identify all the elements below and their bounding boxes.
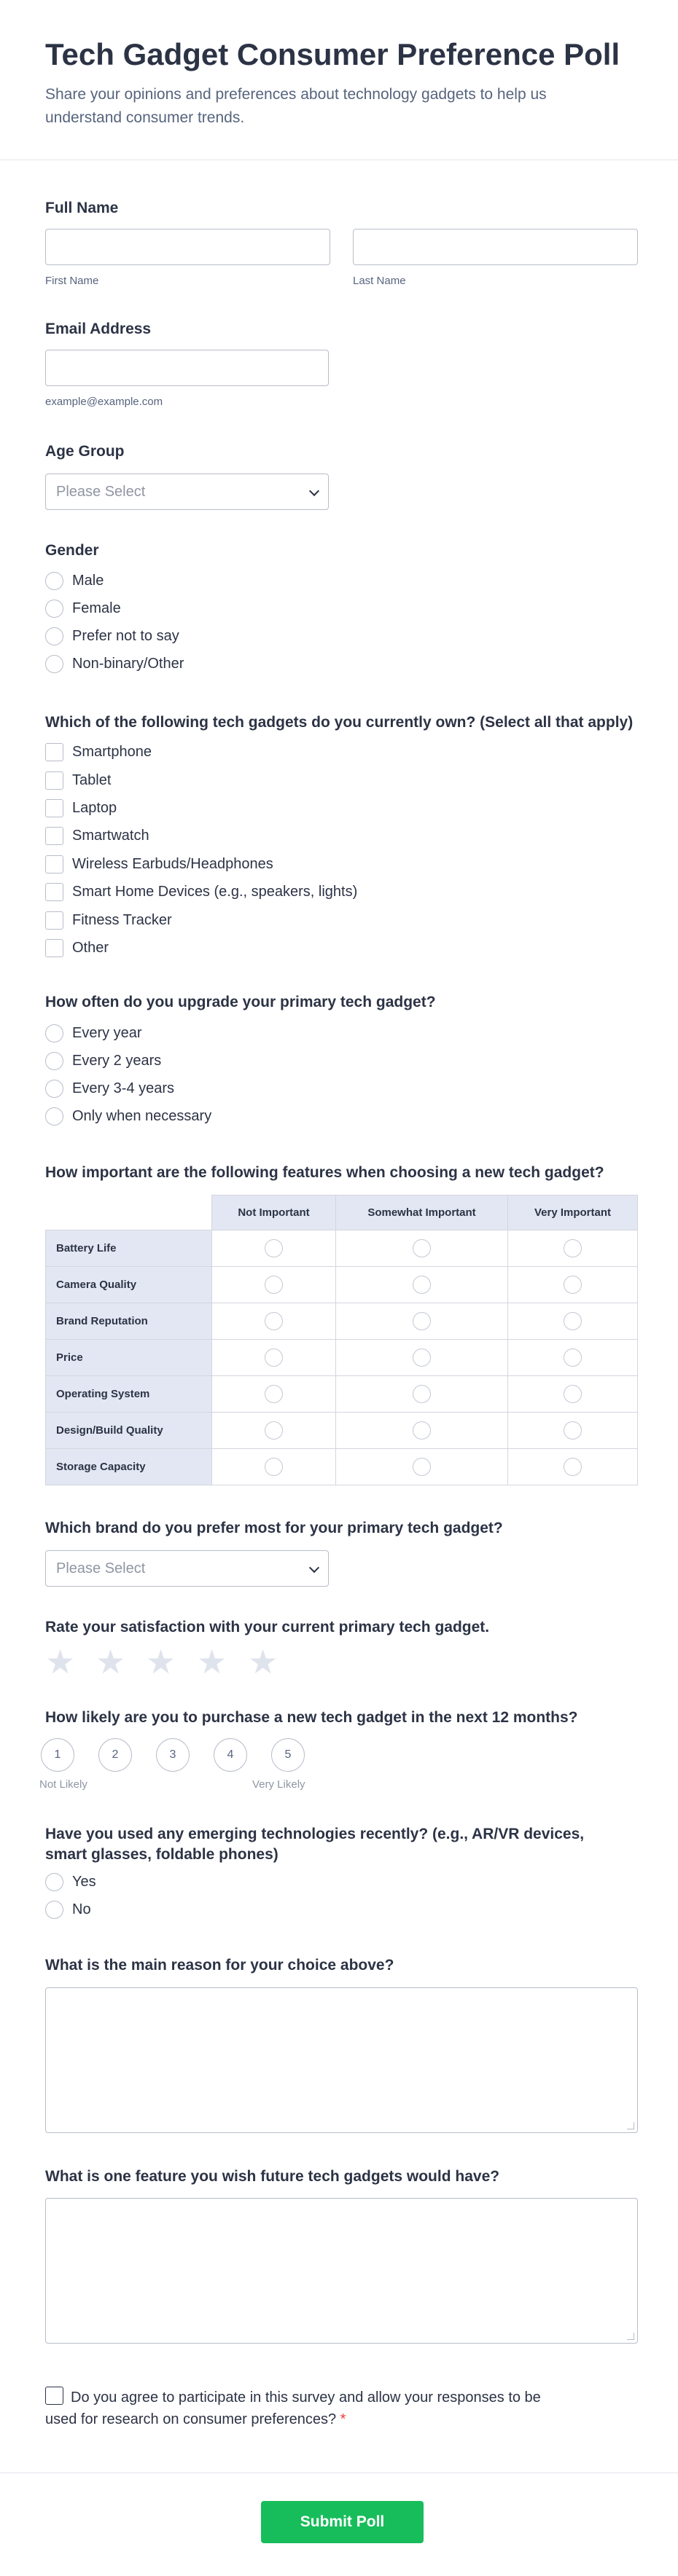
gadgets-owned-field xyxy=(45,712,638,960)
matrix-column-header: Not Important xyxy=(212,1195,336,1230)
radio-button[interactable] xyxy=(45,1080,63,1098)
first-name-input[interactable] xyxy=(45,229,330,265)
matrix-row-label: Storage Capacity xyxy=(46,1449,212,1485)
age-group-label: Age Group xyxy=(45,443,125,460)
matrix-row-label: Camera Quality xyxy=(46,1267,212,1303)
matrix-row-label: Operating System xyxy=(46,1376,212,1413)
checkbox[interactable] xyxy=(45,799,63,817)
matrix-column-header: Very Important xyxy=(508,1195,638,1230)
consent-field xyxy=(45,2387,570,2430)
star-icon[interactable]: ★ xyxy=(248,1643,278,1681)
likelihood-label: How likely are you to purchase a new tech gadget in the next 12 months? xyxy=(45,1709,578,1726)
matrix-row-label: Battery Life xyxy=(46,1230,212,1267)
gadgets-owned-label: Which of the following tech gadgets do you currently own? (Select all that apply) xyxy=(45,714,634,731)
checkbox[interactable] xyxy=(45,743,63,761)
gender-option-nonbinary[interactable]: Non-binary/Other xyxy=(45,655,184,673)
matrix-row xyxy=(46,1267,638,1303)
chevron-down-icon xyxy=(309,486,319,496)
emerging-tech-field xyxy=(45,1824,638,1926)
radio-button[interactable] xyxy=(564,1239,582,1257)
email-label: Email Address xyxy=(45,321,152,337)
submit-button[interactable]: Submit Poll xyxy=(261,2501,424,2543)
form-description: Share your opinions and preferences about technology gadgets to help us understand consumer trends. xyxy=(45,86,547,126)
full-name-label: Full Name xyxy=(45,200,119,216)
email-sublabel: example@example.com xyxy=(45,396,163,408)
matrix-row xyxy=(46,1449,638,1485)
gadget-option-smartwatch[interactable]: Smartwatch xyxy=(45,827,149,845)
radio-button[interactable] xyxy=(265,1239,283,1257)
emerging-tech-label: Have you used any emerging technologies recently? (e.g., AR/VR devices, smart glasses, foldable phones) xyxy=(45,1826,585,1863)
checkbox[interactable] xyxy=(45,855,63,873)
radio-button[interactable] xyxy=(45,1901,63,1919)
radio-button[interactable] xyxy=(564,1458,582,1476)
reason-textarea[interactable] xyxy=(45,1987,638,2133)
form-title: Tech Gadget Consumer Preference Poll xyxy=(45,37,620,71)
upgrade-option-every-year[interactable]: Every year xyxy=(45,1024,142,1042)
chevron-down-icon xyxy=(309,1563,319,1573)
matrix-row xyxy=(46,1413,638,1449)
form-header xyxy=(0,0,678,160)
checkbox[interactable] xyxy=(45,883,63,901)
age-group-placeholder: Please Select xyxy=(56,484,146,500)
gadget-option-laptop[interactable]: Laptop xyxy=(45,799,117,817)
radio-button[interactable] xyxy=(45,1873,63,1891)
checkbox[interactable] xyxy=(45,827,63,845)
upgrade-option-when-necessary[interactable]: Only when necessary xyxy=(45,1107,211,1126)
radio-button[interactable] xyxy=(413,1458,431,1476)
brand-label: Which brand do you prefer most for your primary tech gadget? xyxy=(45,1520,503,1536)
radio-button[interactable] xyxy=(45,1052,63,1070)
radio-button[interactable] xyxy=(45,1107,63,1126)
scale-low-label: Not Likely xyxy=(39,1778,87,1791)
star-icon[interactable]: ★ xyxy=(146,1643,176,1681)
upgrade-option-every-2-years[interactable]: Every 2 years xyxy=(45,1052,161,1070)
gender-field xyxy=(45,541,638,686)
matrix-row xyxy=(46,1376,638,1413)
scale-option-5[interactable]: 5 xyxy=(271,1738,305,1772)
gender-label: Gender xyxy=(45,542,99,559)
emerging-option-yes[interactable]: Yes xyxy=(45,1873,96,1891)
radio-button[interactable] xyxy=(564,1348,582,1367)
radio-button[interactable] xyxy=(413,1385,431,1403)
scale-option-2[interactable]: 2 xyxy=(98,1738,132,1772)
gadget-option-fitness-tracker[interactable]: Fitness Tracker xyxy=(45,911,172,930)
radio-button[interactable] xyxy=(45,627,63,645)
matrix-column-header: Somewhat Important xyxy=(336,1195,508,1230)
scale-high-label: Very Likely xyxy=(252,1778,305,1791)
gender-option-prefer-not[interactable]: Prefer not to say xyxy=(45,627,179,645)
brand-select[interactable] xyxy=(45,1550,329,1587)
satisfaction-label: Rate your satisfaction with your current primary tech gadget. xyxy=(45,1619,490,1635)
radio-button[interactable] xyxy=(564,1385,582,1403)
email-field xyxy=(45,319,638,408)
star-icon[interactable]: ★ xyxy=(45,1643,76,1681)
matrix-row xyxy=(46,1230,638,1267)
radio-button[interactable] xyxy=(265,1458,283,1476)
radio-button[interactable] xyxy=(413,1276,431,1294)
satisfaction-field xyxy=(45,1617,638,1690)
brand-placeholder: Please Select xyxy=(56,1560,146,1576)
last-name-input[interactable] xyxy=(353,229,638,265)
radio-button[interactable] xyxy=(45,1024,63,1042)
matrix-row-label: Price xyxy=(46,1340,212,1376)
matrix-row-label: Design/Build Quality xyxy=(46,1413,212,1449)
age-group-select[interactable] xyxy=(45,474,329,510)
star-icon[interactable]: ★ xyxy=(96,1643,126,1681)
matrix-row xyxy=(46,1303,638,1340)
first-name-sublabel: First Name xyxy=(45,275,99,287)
submit-bar xyxy=(0,2473,678,2576)
gadget-option-earbuds[interactable]: Wireless Earbuds/Headphones xyxy=(45,855,273,873)
scale-option-3[interactable]: 3 xyxy=(156,1738,190,1772)
features-importance-matrix xyxy=(45,1195,638,1485)
gadget-option-smart-home[interactable]: Smart Home Devices (e.g., speakers, lights) xyxy=(45,883,357,901)
gender-option-male[interactable]: Male xyxy=(45,572,104,590)
radio-button[interactable] xyxy=(265,1312,283,1330)
age-group-field xyxy=(45,441,638,500)
features-importance-label-text: How important are the following features when choosing a new tech gadget? xyxy=(45,1164,604,1181)
upgrade-frequency-field xyxy=(45,992,638,1138)
radio-button[interactable] xyxy=(413,1421,431,1440)
radio-button[interactable] xyxy=(413,1348,431,1367)
radio-button[interactable] xyxy=(413,1239,431,1257)
consent-label: Do you agree to participate in this survey and allow your responses to be used for research on consumer preferences? xyxy=(45,2390,541,2427)
radio-button[interactable] xyxy=(265,1348,283,1367)
upgrade-option-every-3-4-years[interactable]: Every 3-4 years xyxy=(45,1080,174,1098)
star-icon[interactable]: ★ xyxy=(197,1643,227,1681)
emerging-option-no[interactable]: No xyxy=(45,1901,91,1919)
radio-button[interactable] xyxy=(45,600,63,618)
gadget-option-other[interactable]: Other xyxy=(45,939,109,957)
matrix-corner xyxy=(46,1195,212,1230)
checkbox[interactable] xyxy=(45,911,63,930)
radio-button[interactable] xyxy=(45,572,63,590)
upgrade-frequency-label: How often do you upgrade your primary tech gadget? xyxy=(45,994,436,1010)
full-name-field xyxy=(45,198,638,287)
radio-button[interactable] xyxy=(265,1385,283,1403)
resize-handle-icon[interactable] xyxy=(627,2122,634,2129)
radio-button[interactable] xyxy=(45,655,63,673)
brand-field xyxy=(45,1518,638,1576)
future-feature-label: What is one feature you wish future tech gadgets would have? xyxy=(45,2168,500,2185)
radio-button[interactable] xyxy=(564,1421,582,1440)
reason-label: What is the main reason for your choice above? xyxy=(45,1957,394,1974)
future-feature-textarea[interactable] xyxy=(45,2198,638,2344)
gadget-option-smartphone[interactable]: Smartphone xyxy=(45,743,152,761)
radio-button[interactable] xyxy=(564,1276,582,1294)
radio-button[interactable] xyxy=(564,1312,582,1330)
radio-button[interactable] xyxy=(265,1276,283,1294)
resize-handle-icon[interactable] xyxy=(627,2333,634,2340)
matrix-row-label: Brand Reputation xyxy=(46,1303,212,1340)
checkbox[interactable] xyxy=(45,939,63,957)
checkbox[interactable] xyxy=(45,771,63,790)
consent-checkbox[interactable] xyxy=(45,2387,63,2405)
likelihood-field xyxy=(39,1708,638,1795)
required-asterisk: * xyxy=(340,2411,346,2427)
last-name-sublabel: Last Name xyxy=(353,275,406,287)
gadget-option-tablet[interactable]: Tablet xyxy=(45,771,111,790)
scale-option-4[interactable]: 4 xyxy=(214,1738,247,1772)
radio-button[interactable] xyxy=(413,1312,431,1330)
radio-button[interactable] xyxy=(265,1421,283,1440)
email-input[interactable] xyxy=(45,350,329,386)
scale-option-1[interactable]: 1 xyxy=(41,1738,74,1772)
gender-option-female[interactable]: Female xyxy=(45,600,121,618)
matrix-row xyxy=(46,1340,638,1376)
